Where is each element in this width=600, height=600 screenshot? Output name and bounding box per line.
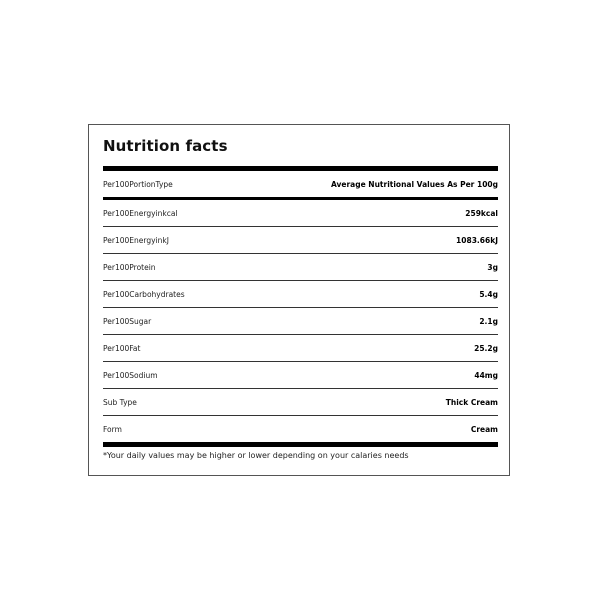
table-row: [103, 281, 498, 308]
portion-type-value: Average Nutritional Values As Per 100g: [330, 180, 498, 189]
row-value: Thick Cream: [445, 397, 498, 407]
header-divider: [103, 197, 498, 200]
table-row: [103, 416, 498, 443]
bottom-divider: [103, 442, 498, 447]
row-label: Per100Sodium: [103, 370, 158, 380]
table-row: [103, 389, 498, 416]
top-divider: [103, 166, 498, 171]
row-value: 25.2g: [474, 343, 498, 353]
row-label: Per100Energyinkcal: [103, 208, 178, 218]
table-row: [103, 362, 498, 389]
row-value: 44mg: [474, 370, 498, 380]
row-label: Per100Protein: [103, 262, 156, 272]
nutrition-facts-title: Nutrition facts: [103, 137, 228, 155]
portion-type-label: Per100PortionType: [103, 180, 173, 189]
table-row: [103, 200, 498, 227]
nutrition-table: [103, 172, 498, 443]
row-value: 5.4g: [479, 289, 498, 299]
row-value: Cream: [470, 425, 498, 434]
table-row: [103, 254, 498, 281]
portion-type-row: [103, 172, 498, 197]
row-value: 3g: [487, 262, 498, 272]
daily-values-footnote: *Your daily values may be higher or lower depending on your calaries needs: [103, 451, 409, 460]
row-value: 2.1g: [479, 316, 498, 326]
row-value: 1083.66kJ: [456, 235, 498, 245]
row-label: Per100Carbohydrates: [103, 289, 185, 299]
table-row: [103, 308, 498, 335]
row-value: 259kcal: [465, 208, 498, 218]
row-label: Per100EnergyinkJ: [103, 235, 169, 245]
nutrition-facts-panel: [88, 124, 510, 476]
row-label: Per100Fat: [103, 343, 141, 353]
table-row: [103, 335, 498, 362]
row-label: Form: [103, 425, 122, 434]
row-label: Per100Sugar: [103, 316, 152, 326]
table-row: [103, 227, 498, 254]
row-label: Sub Type: [103, 397, 137, 407]
